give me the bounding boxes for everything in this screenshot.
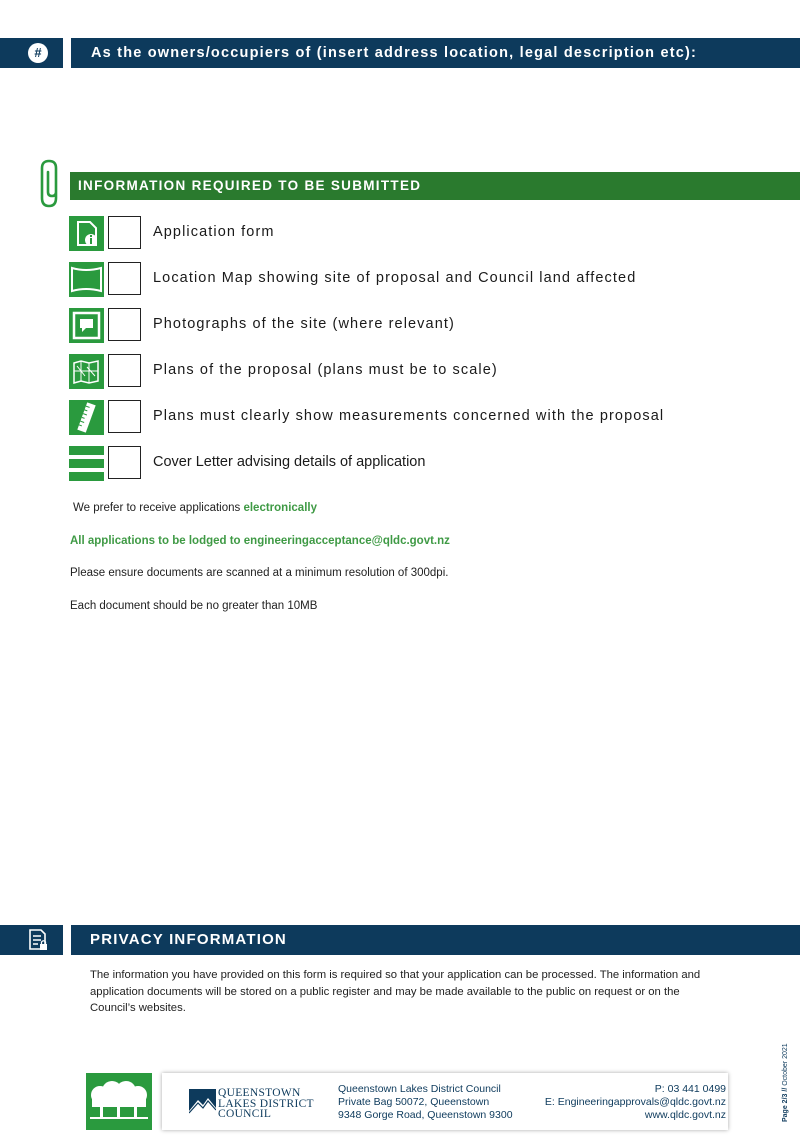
plan-map-icon — [69, 354, 104, 389]
checkbox-cover-letter[interactable] — [108, 446, 141, 479]
document-info-icon — [69, 216, 104, 251]
electronically-highlight: electronically — [243, 502, 317, 514]
tree-icon — [86, 1073, 152, 1130]
privacy-heading: PRIVACY INFORMATION — [71, 925, 800, 955]
privacy-body: The information you have provided on this form is required so that your application can be processed. The information and application documents will be stored on a public register and may be made available to the public on request or on the Council’s websites. — [90, 969, 701, 1014]
prefer-electronic-note — [73, 502, 317, 514]
document-lock-icon — [27, 928, 49, 953]
council-address — [338, 1083, 513, 1122]
checklist-label: Plans must clearly show measurements concerned with the proposal — [153, 408, 665, 424]
address-line: Queenstown Lakes District Council — [338, 1083, 501, 1095]
council-logo-text — [218, 1088, 314, 1120]
checklist-label: Photographs of the site (where relevant) — [153, 316, 455, 332]
email-link[interactable]: E: Engineeringapprovals@qldc.govt.nz — [544, 1096, 726, 1108]
checklist-label: Cover Letter advising details of application — [153, 454, 426, 470]
address-line: 9348 Gorge Road, Queenstown 9300 — [338, 1109, 513, 1121]
page-info-vertical — [782, 1030, 789, 1122]
council-contact — [545, 1083, 726, 1122]
website-link[interactable]: www.qldc.govt.nz — [644, 1109, 726, 1121]
ruler-icon — [69, 400, 104, 435]
lodge-email-note: All applications to be lodged to engineeringacceptance@qldc.govt.nz — [70, 535, 450, 547]
page-separator: // — [782, 1087, 789, 1092]
checklist-label: Location Map showing site of proposal and Council land affected — [153, 270, 637, 286]
owners-heading: As the owners/occupiers of (insert address location, legal description etc): — [71, 38, 800, 68]
prefer-text: We prefer to receive applications — [73, 502, 241, 514]
page-date: October 2021 — [782, 1043, 789, 1086]
checkbox-plans-to-scale[interactable] — [108, 354, 141, 387]
lines-icon — [69, 446, 104, 481]
page-number: Page 2/3 — [782, 1093, 789, 1122]
footer-contact-card — [162, 1073, 728, 1130]
map-icon — [69, 262, 104, 297]
checkbox-photographs[interactable] — [108, 308, 141, 341]
section-number-box — [0, 38, 63, 68]
phone-text: P: 03 441 0499 — [654, 1083, 726, 1095]
paperclip-icon — [36, 158, 66, 210]
checkbox-application-form[interactable] — [108, 216, 141, 249]
size-note: Each document should be no greater than 10MB — [70, 600, 318, 612]
checklist-label: Application form — [153, 224, 275, 240]
logo-line: LAKES DISTRICT — [218, 1097, 314, 1110]
logo-line: COUNCIL — [218, 1108, 272, 1120]
council-logo-icon — [189, 1089, 216, 1116]
checkbox-location-map[interactable] — [108, 262, 141, 295]
address-line: Private Bag 50072, Queenstown — [338, 1096, 490, 1108]
tree-logo — [86, 1073, 152, 1130]
checklist-label: Plans of the proposal (plans must be to scale) — [153, 362, 498, 378]
hash-icon: # — [28, 43, 48, 63]
info-required-heading: INFORMATION REQUIRED TO BE SUBMITTED — [70, 172, 800, 200]
privacy-icon-box — [0, 925, 63, 955]
checkbox-measurements[interactable] — [108, 400, 141, 433]
resolution-note: Please ensure documents are scanned at a minimum resolution of 300dpi. — [70, 567, 449, 579]
logo-line: QUEENSTOWN — [218, 1087, 301, 1099]
photo-icon — [69, 308, 104, 343]
